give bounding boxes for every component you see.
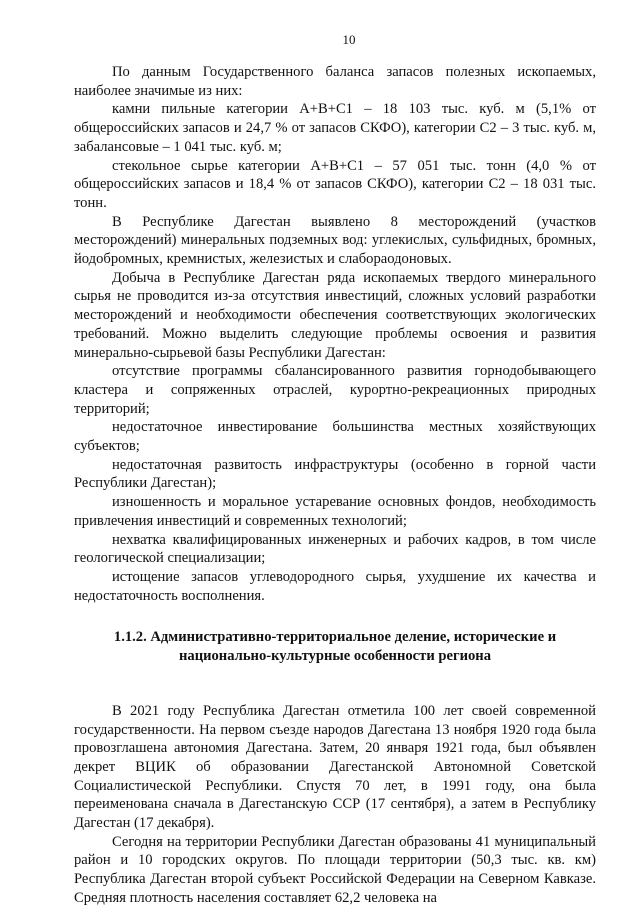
section-heading-line: 1.1.2. Административно-территориальное деление, исторические и (113, 629, 557, 646)
list-item: недостаточная развитость инфраструктуры (особенно в горной части Республики Дагестан); (74, 456, 596, 492)
section-heading (74, 628, 596, 665)
paragraph: В Республике Дагестан выявлено 8 месторождений (участков месторождений) минеральных подземных вод: углекислых, сульфидных, бромных, йодобромных, кремнистых, железистых и слабораодоновых. (74, 213, 596, 268)
section-heading-line: национально-культурные особенности региона (178, 648, 492, 665)
list-item: отсутствие программы сбалансированного развития горнодобывающего кластера и сопряженных отраслей, курортно-рекреационных природных территорий; (74, 363, 596, 417)
list-item: истощение запасов углеводородного сырья, ухудшение их качества и недостаточность восполнения. (74, 568, 596, 604)
paragraph: камни пильные категории А+В+С1 – 18 103 тыс. куб. м (5,1% от общероссийских запасов и 24,7 % от запасов СКФО), категории С2 – 3 тыс. куб. м, забалансовые – 1 041 тыс. куб. м; (74, 101, 596, 155)
list-item: недостаточное инвестирование большинства местных хозяйствующих субъектов; (74, 419, 596, 455)
paragraph: стекольное сырье категории А+В+С1 – 57 051 тыс. тонн (4,0 % от общероссийских запасов и 18,4 % от запасов СКФО), категории С2 – 18 031 тыс. тонн. (74, 157, 596, 211)
paragraph: Сегодня на территории Республики Дагестан образованы 41 муниципальный район и 10 городских округов. По площади территории (50,3 тыс. кв. км) Республика Дагестан второй субъект Российской Федерации на Северном Кавказе. Средняя плотность населения составляет 62,2 человека на (74, 833, 596, 906)
page-number: 10 (342, 32, 356, 47)
paragraph: По данным Государственного баланса запасов полезных ископаемых, наиболее значимые из них: (74, 64, 596, 99)
body-section (74, 702, 596, 908)
list-item: изношенность и моральное устаревание основных фондов, необходимость привлечения инвестиций и современных технологий; (74, 494, 596, 529)
list-item: нехватка квалифицированных инженерных и рабочих кадров, в том числе геологической специализации; (74, 531, 596, 567)
paragraph: Добыча в Республике Дагестан ряда ископаемых твердого минерального сырья не проводится из-за отсутствия инвестиций, сложных условий разработки месторождений и необходимости обеспечения соответствующих экологических требований. Можно выделить следующие проблемы освоения и развития минерально-сырьевой базы Республики Дагестан: (74, 269, 596, 361)
paragraph: В 2021 году Республика Дагестан отметила 100 лет своей современной государственности. На первом съезде народов Дагестана 13 ноября 1920 года была провозглашена автономия Дагестана. Затем, 20 января 1921 года, был объявлен декрет ВЦИК об образовании Дагестанской Автономной Советской Социалистической Республики. Спустя 70 лет, в 1991 году, она была переименована сначала в Дагестанскую ССР (17 сентября), а затем в Республику Дагестан (17 декабря). (74, 702, 596, 832)
intro-section (74, 63, 596, 605)
spacer (74, 683, 596, 702)
